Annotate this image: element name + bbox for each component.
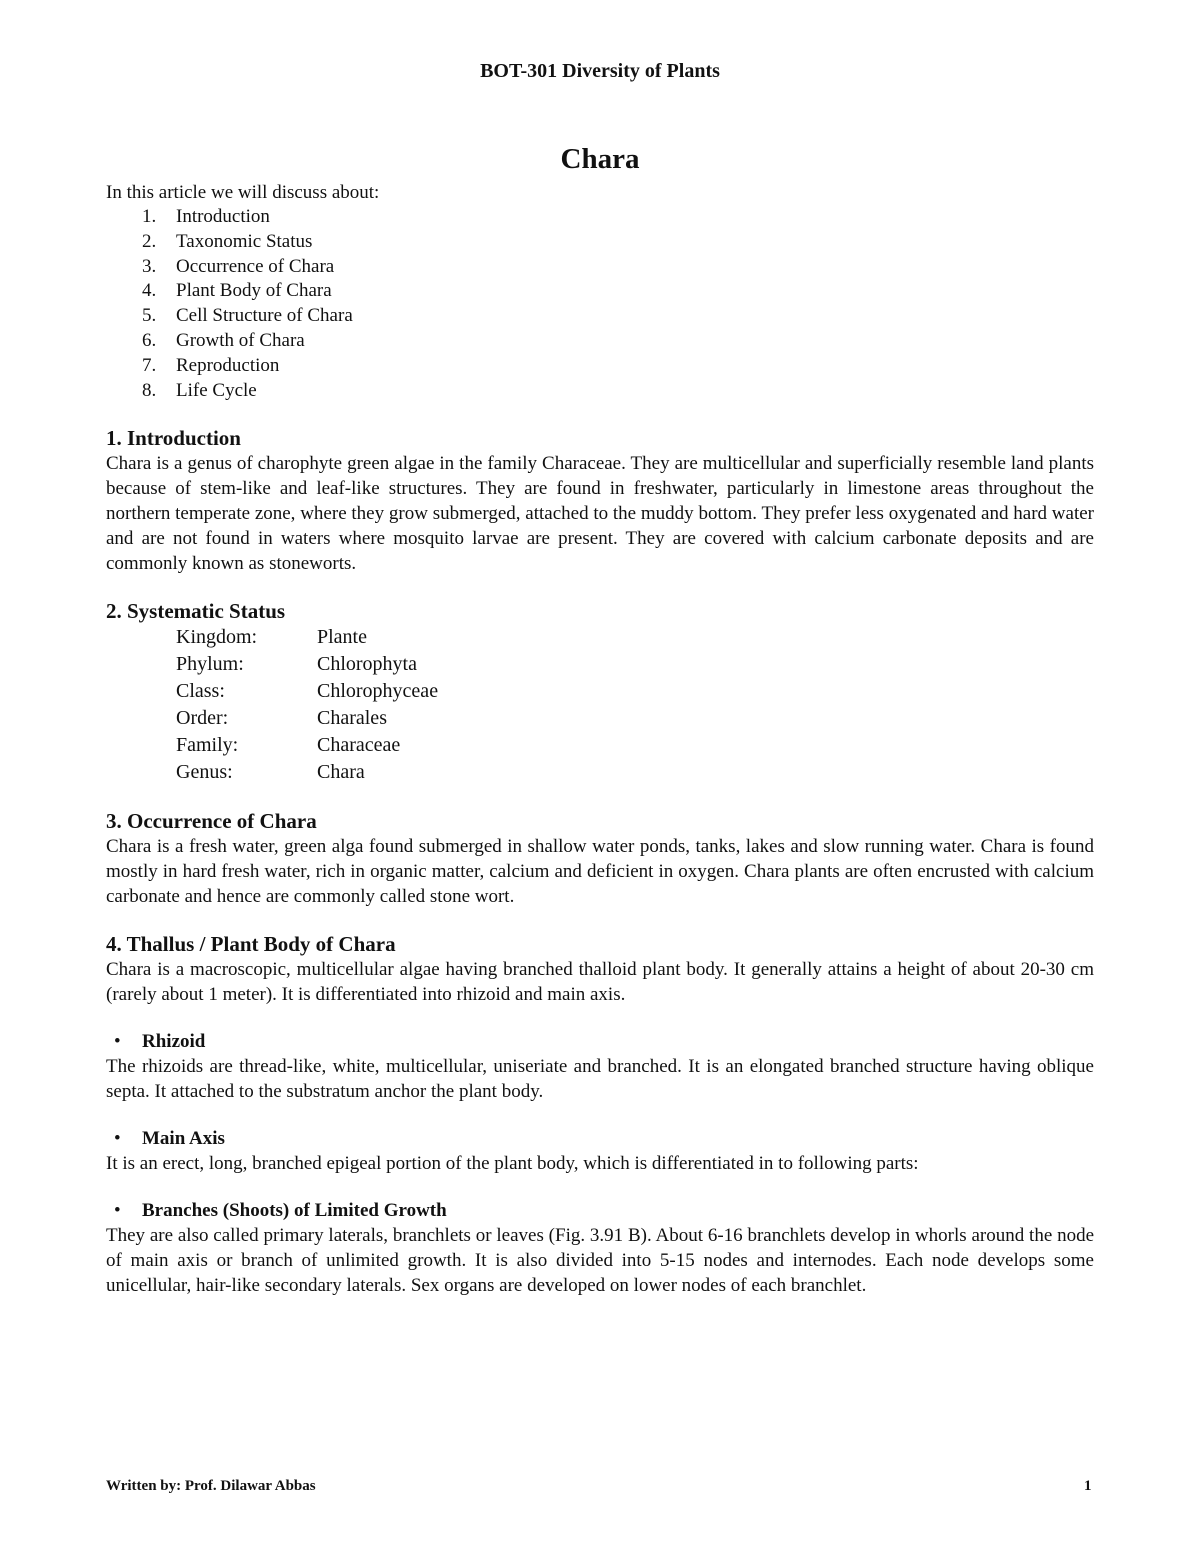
table-row	[176, 732, 438, 759]
rank-cell: Class:	[176, 680, 225, 703]
section-paragraph: Chara is a fresh water, green alga found submerged in shallow water ponds, tanks, lakes and slow running water. Chara is found mostly in hard fresh water, rich in organic matter, calcium and deficient in oxygen. Chara plants are often encrusted with calcium carbonate and hence are commonly called stone wort.	[106, 836, 1094, 908]
toc-item	[106, 304, 1094, 329]
name-cell: Plante	[317, 626, 367, 649]
bullet-icon: •	[114, 1031, 121, 1053]
toc-label: Cell Structure of Chara	[176, 305, 353, 327]
toc-label: Growth of Chara	[176, 329, 305, 351]
page-number: 1	[1084, 1478, 1092, 1494]
taxonomy-table	[176, 624, 438, 786]
toc-label: Taxonomic Status	[176, 230, 313, 252]
section-paragraph: Chara is a macroscopic, multicellular algae having branched thalloid plant body. It generally attains a height of about 20-30 cm (rarely about 1 meter). It is differentiated into rhizoid and main axis.	[106, 959, 1094, 1006]
table-of-contents	[106, 205, 1094, 403]
toc-number: 7.	[142, 354, 157, 376]
rank-cell: Family:	[176, 734, 239, 757]
subsection-title: Rhizoid	[142, 1031, 206, 1053]
rank-cell: Genus:	[176, 761, 233, 784]
section-heading: 4. Thallus / Plant Body of Chara	[106, 932, 396, 957]
bullet-icon: •	[114, 1128, 121, 1150]
toc-label: Occurrence of Chara	[176, 255, 335, 277]
intro-line: In this article we will discuss about:	[106, 182, 380, 203]
toc-number: 5.	[142, 305, 157, 327]
name-cell: Chlorophyceae	[317, 680, 439, 703]
toc-number: 6.	[142, 329, 157, 351]
subsection-title: Main Axis	[142, 1128, 225, 1150]
toc-label: Life Cycle	[176, 379, 257, 401]
toc-label: Reproduction	[176, 354, 280, 376]
rank-cell: Kingdom:	[176, 626, 258, 649]
section-paragraph: Chara is a genus of charophyte green algae in the family Characeae. They are multicellular and superficially resemble land plants because of stem-like and leaf-like structures. They are found in freshwater, particularly in limestone areas throughout the northern temperate zone, where they grow submerged, attached to the muddy bottom. They prefer less oxygenated and hard water and are not found in waters where mosquito larvae are present. They are covered with calcium carbonate deposits and are commonly known as stoneworts.	[106, 453, 1094, 575]
toc-number: 3.	[142, 255, 157, 277]
course-header: BOT-301 Diversity of Plants	[480, 60, 720, 82]
section-heading: 2. Systematic Status	[106, 599, 286, 624]
bullet-icon: •	[114, 1200, 121, 1222]
name-cell: Charales	[317, 707, 387, 730]
toc-item	[106, 329, 1094, 354]
subsection-paragraph: They are also called primary laterals, branchlets or leaves (Fig. 3.91 B). About 6-16 branchlets develop in whorls around the node of main axis or branch of unlimited growth. It is also divided into 5-15 nodes and internodes. Each node develops some unicellular, hair-like secondary laterals. Sex organs are developed on lower nodes of each branchlet.	[106, 1225, 1094, 1297]
section-thallus	[106, 931, 1094, 1007]
toc-item	[106, 354, 1094, 379]
section-heading: 1. Introduction	[106, 426, 241, 451]
toc-number: 4.	[142, 280, 157, 302]
name-cell: Chara	[317, 761, 365, 784]
rank-cell: Order:	[176, 707, 229, 730]
subsection-heading-branches	[106, 1198, 1094, 1223]
toc-item	[106, 230, 1094, 255]
toc-number: 2.	[142, 230, 157, 252]
subsection-paragraph: It is an erect, long, branched epigeal portion of the plant body, which is differentiated in to following parts:	[106, 1153, 919, 1175]
table-row	[176, 759, 438, 786]
table-row	[176, 705, 438, 732]
toc-label: Plant Body of Chara	[176, 280, 332, 302]
section-systematic-status	[106, 598, 1094, 786]
name-cell: Chlorophyta	[317, 653, 417, 676]
document-body	[106, 180, 1094, 1298]
name-cell: Characeae	[317, 734, 401, 757]
toc-number: 8.	[142, 379, 157, 401]
section-heading: 3. Occurrence of Chara	[106, 809, 317, 834]
subsection-paragraph: The rhizoids are thread-like, white, multicellular, uniseriate and branched. It is an elongated branched structure having oblique septa. It attached to the substratum anchor the plant body.	[106, 1056, 1094, 1103]
toc-label: Introduction	[176, 206, 270, 227]
subsection-heading-rhizoid	[106, 1029, 1094, 1054]
page-title: Chara	[560, 143, 640, 175]
subsection-title: Branches (Shoots) of Limited Growth	[142, 1200, 447, 1222]
toc-item	[106, 255, 1094, 280]
footer-author: Written by: Prof. Dilawar Abbas	[106, 1478, 316, 1494]
table-row	[176, 678, 438, 705]
toc-item	[106, 205, 1094, 230]
section-occurrence	[106, 808, 1094, 909]
toc-item	[106, 379, 1094, 404]
rank-cell: Phylum:	[176, 653, 244, 676]
section-introduction	[106, 425, 1094, 576]
subsection-heading-main-axis	[106, 1126, 1094, 1151]
table-row	[176, 651, 438, 678]
toc-number: 1.	[142, 206, 157, 227]
table-row	[176, 624, 438, 651]
toc-item	[106, 279, 1094, 304]
